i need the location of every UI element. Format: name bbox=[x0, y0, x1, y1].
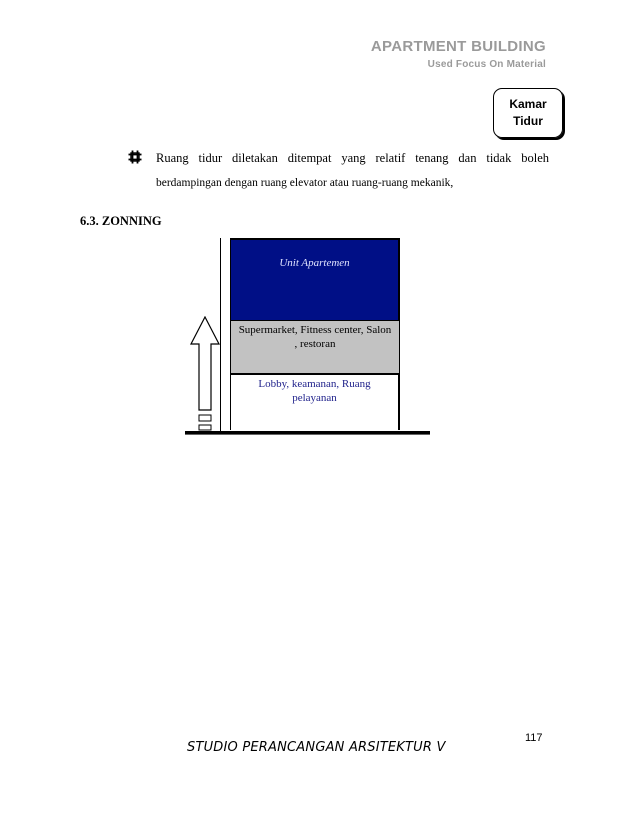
page-number: 117 bbox=[525, 732, 543, 744]
section-heading: 6.3. ZONNING bbox=[80, 214, 162, 228]
zone-unit-apartemen bbox=[230, 238, 400, 320]
room-tag-line1: Kamar bbox=[509, 97, 547, 111]
zone-label: Unit Apartemen bbox=[279, 257, 350, 269]
zone-lobby bbox=[230, 374, 400, 430]
header-title: APARTMENT BUILDING bbox=[370, 38, 546, 55]
bullet-text-line1: Ruang tidur diletakan ditempat yang relatif tenang dan tidak boleh bbox=[156, 151, 549, 165]
hash-bullet-icon bbox=[128, 150, 142, 164]
vertical-axis-line bbox=[220, 238, 221, 431]
up-arrow-icon bbox=[190, 316, 220, 439]
room-tag-line2: Tidur bbox=[513, 114, 543, 128]
zone-label: Supermarket, Fitness center, Salon , restoran bbox=[238, 324, 392, 350]
room-tag-box bbox=[493, 88, 563, 138]
zone-commercial bbox=[230, 320, 400, 374]
ground-line bbox=[185, 431, 430, 435]
bullet-text-line2: berdampingan dengan ruang elevator atau ruang-ruang mekanik, bbox=[156, 177, 454, 189]
zone-label: Lobby, keamanan, Ruang pelayanan bbox=[258, 378, 371, 404]
footer-title: STUDIO PERANCANGAN ARSITEKTUR V bbox=[187, 740, 446, 755]
zoning-diagram bbox=[185, 238, 435, 443]
header-subtitle: Used Focus On Material bbox=[427, 59, 546, 70]
